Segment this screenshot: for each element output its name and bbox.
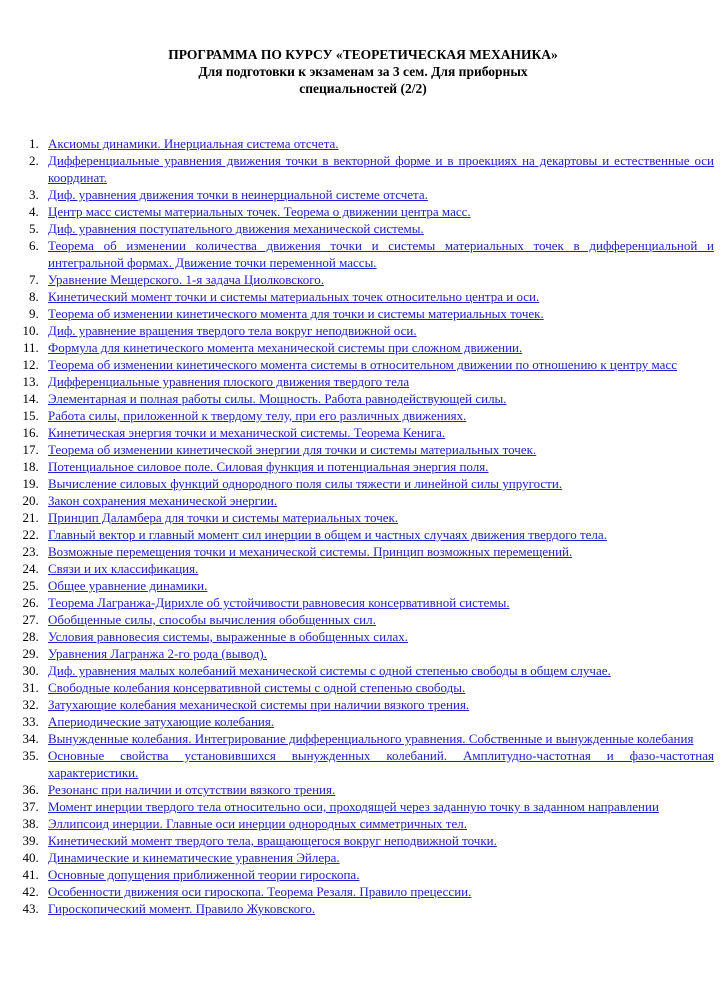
topic-link[interactable]: Кинетический момент точки и системы материальных точек относительно центра и оси.	[48, 289, 540, 304]
topic-item	[42, 747, 714, 781]
topic-link[interactable]: Формула для кинетического момента механической системы при сложном движении.	[48, 340, 523, 355]
topic-link[interactable]: Дифференциальные уравнения движения точки в векторной форме и в проекциях на декартовы и естественные оси координат.	[48, 153, 714, 185]
topic-item	[42, 373, 714, 390]
topic-item	[42, 135, 714, 152]
topic-link[interactable]: Диф. уравнения поступательного движения механической системы.	[48, 221, 424, 236]
topic-item	[42, 441, 714, 458]
topic-item	[42, 237, 714, 271]
topic-link[interactable]: Связи и их классификация.	[48, 561, 199, 576]
topic-item	[42, 815, 714, 832]
topic-link[interactable]: Диф. уравнения малых колебаний механической системы с одной степенью свободы в общем случае.	[48, 663, 611, 678]
topic-link[interactable]: Главный вектор и главный момент сил инерции в общем и частных случаях движения твердого тела.	[48, 527, 607, 542]
topic-link[interactable]: Уравнения Лагранжа 2-го рода (вывод).	[48, 646, 267, 661]
topic-link[interactable]: Закон сохранения механической энергии.	[48, 493, 278, 508]
topic-item	[42, 781, 714, 798]
topic-link[interactable]: Вычисление силовых функций однородного поля силы тяжести и линейной силы упругости.	[48, 476, 563, 491]
topic-link[interactable]: Динамические и кинематические уравнения Эйлера.	[48, 850, 340, 865]
topic-link[interactable]: Потенциальное силовое поле. Силовая функция и потенциальная энергия поля.	[48, 459, 489, 474]
topic-link[interactable]: Уравнение Мещерского. 1-я задача Циолковского.	[48, 272, 324, 287]
topic-item	[42, 492, 714, 509]
topic-item	[42, 798, 714, 815]
topic-item	[42, 288, 714, 305]
topic-item	[42, 390, 714, 407]
topic-link[interactable]: Дифференциальные уравнения плоского движения твердого тела	[48, 374, 410, 389]
topic-link[interactable]: Гироскопический момент. Правило Жуковского.	[48, 901, 316, 916]
topic-item	[42, 645, 714, 662]
topic-link[interactable]: Теорема об изменении кинетического момента системы в относительном движении по отношению к центру масс	[48, 357, 677, 372]
topic-link[interactable]: Основные свойства установившихся вынужденных колебаний. Амплитудно-частотная и фазо-частотная характеристики.	[48, 748, 714, 780]
topic-link[interactable]: Условия равновесия системы, выраженные в обобщенных силах.	[48, 629, 409, 644]
topic-item	[42, 186, 714, 203]
topic-item	[42, 407, 714, 424]
topic-item	[42, 696, 714, 713]
topic-link[interactable]: Свободные колебания консервативной системы с одной степенью свободы.	[48, 680, 466, 695]
topic-item	[42, 339, 714, 356]
topic-link[interactable]: Теорема об изменении количества движения точки и системы материальных точек в дифференциальной и интегральной формах. Движение точки переменной массы.	[48, 238, 714, 270]
topic-link[interactable]: Резонанс при наличии и отсутствии вязкого трения.	[48, 782, 336, 797]
topic-item	[42, 713, 714, 730]
title-line-3: специальностей (2/2)	[299, 81, 427, 96]
topic-link[interactable]: Элементарная и полная работы силы. Мощность. Работа равнодействующей силы.	[48, 391, 507, 406]
topic-item	[42, 356, 714, 373]
topic-link[interactable]: Вынужденные колебания. Интегрирование дифференциального уравнения. Собственные и вынужденные колебания	[48, 731, 694, 746]
document-header	[22, 46, 704, 97]
topic-link[interactable]: Диф. уравнение вращения твердого тела вокруг неподвижной оси.	[48, 323, 417, 338]
topic-link[interactable]: Диф. уравнения движения точки в неинерциальной системе отсчета.	[48, 187, 428, 202]
topic-link[interactable]: Возможные перемещения точки и механической системы. Принцип возможных перемещений.	[48, 544, 573, 559]
topic-item	[42, 832, 714, 849]
topic-item	[42, 152, 714, 186]
topic-item	[42, 305, 714, 322]
topic-item	[42, 662, 714, 679]
topic-item	[42, 679, 714, 696]
topic-link[interactable]: Теорема об изменении кинетической энергии для точки и системы материальных точек.	[48, 442, 537, 457]
topic-link[interactable]: Обобщенные силы, способы вычисления обобщенных сил.	[48, 612, 376, 627]
topic-item	[42, 628, 714, 645]
topic-item	[42, 900, 714, 917]
topic-link[interactable]: Принцип Даламбера для точки и системы материальных точек.	[48, 510, 399, 525]
topic-item	[42, 594, 714, 611]
topic-item	[42, 849, 714, 866]
topic-item	[42, 730, 714, 747]
topic-list	[22, 135, 714, 917]
topic-item	[42, 475, 714, 492]
topic-link[interactable]: Апериодические затухающие колебания.	[48, 714, 275, 729]
topic-item	[42, 458, 714, 475]
topic-item	[42, 271, 714, 288]
topic-link[interactable]: Эллипсоид инерции. Главные оси инерции однородных симметричных тел.	[48, 816, 467, 831]
topic-item	[42, 611, 714, 628]
topic-item	[42, 203, 714, 220]
topic-item	[42, 543, 714, 560]
topic-link[interactable]: Общее уравнение динамики.	[48, 578, 208, 593]
topic-item	[42, 560, 714, 577]
topic-link[interactable]: Особенности движения оси гироскопа. Теорема Резаля. Правило прецессии.	[48, 884, 472, 899]
topic-link[interactable]: Кинетический момент твердого тела, вращающегося вокруг неподвижной точки.	[48, 833, 497, 848]
topic-item	[42, 220, 714, 237]
topic-item	[42, 424, 714, 441]
topic-item	[42, 509, 714, 526]
topic-link[interactable]: Основные допущения приближенной теории гироскопа.	[48, 867, 360, 882]
topic-link[interactable]: Аксиомы динамики. Инерциальная система отсчета.	[48, 136, 339, 151]
topic-link[interactable]: Кинетическая энергия точки и механической системы. Теорема Кенига.	[48, 425, 446, 440]
topic-link[interactable]: Работа силы, приложенной к твердому телу, при его различных движениях.	[48, 408, 467, 423]
topic-item	[42, 883, 714, 900]
title-line-1: ПРОГРАММА ПО КУРСУ «ТЕОРЕТИЧЕСКАЯ МЕХАНИКА»	[168, 47, 558, 62]
topic-link[interactable]: Затухающие колебания механической системы при наличии вязкого трения.	[48, 697, 470, 712]
topic-link[interactable]: Центр масс системы материальных точек. Теорема о движении центра масс.	[48, 204, 471, 219]
topic-item	[42, 866, 714, 883]
topic-item	[42, 526, 714, 543]
topic-item	[42, 577, 714, 594]
topic-link[interactable]: Теорема об изменении кинетического момента для точки и системы материальных точек.	[48, 306, 544, 321]
title-line-2: Для подготовки к экзаменам за 3 сем. Для приборных	[198, 64, 528, 79]
topic-link[interactable]: Момент инерции твердого тела относительно оси, проходящей через заданную точку в заданном направлении	[48, 799, 659, 814]
topic-link[interactable]: Теорема Лагранжа-Дирихле об устойчивости равновесия консервативной системы.	[48, 595, 510, 610]
topic-item	[42, 322, 714, 339]
